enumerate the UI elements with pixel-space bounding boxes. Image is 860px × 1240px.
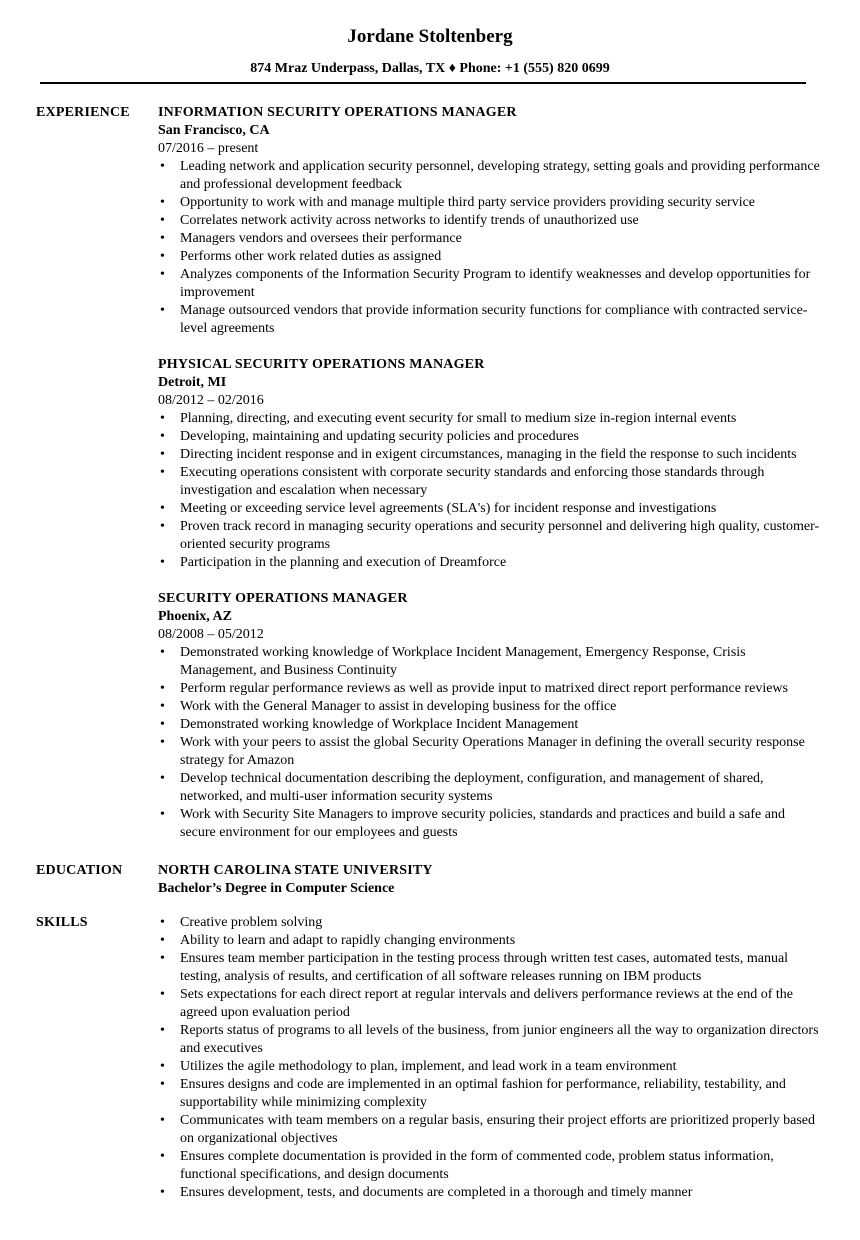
job-bullet: • Work with the General Manager to assist in developing business for the office xyxy=(158,698,820,716)
job-bullet: • Planning, directing, and executing event security for small to medium size in-region internal events xyxy=(158,410,820,428)
job-bullet: • Work with your peers to assist the global Security Operations Manager in defining the overall security response strategy for Amazon xyxy=(158,734,820,770)
job-title: SECURITY OPERATIONS MANAGER xyxy=(158,591,408,606)
job-bullet: • Directing incident response and in exigent circumstances, managing in the field the response to such incidents xyxy=(158,446,820,464)
skill-item: • Creative problem solving xyxy=(158,914,820,932)
job-bullet: • Correlates network activity across networks to identify trends of unauthorized use xyxy=(158,212,820,230)
job-bullet: • Demonstrated working knowledge of Workplace Incident Management, Emergency Response, Crisis Management, and Business Continuity xyxy=(158,644,820,680)
job-dates: 08/2012 – 02/2016 xyxy=(158,393,264,408)
job-bullet: • Manage outsourced vendors that provide information security functions for compliance with contracted service-level agreements xyxy=(158,302,820,338)
job-bullet: • Managers vendors and oversees their performance xyxy=(158,230,820,248)
skills-list-wrap xyxy=(158,914,820,1202)
experience-list xyxy=(158,104,820,842)
candidate-name: Jordane Stoltenberg xyxy=(347,26,513,47)
skill-item: • Communicates with team members on a regular basis, ensuring their project efforts are prioritized properly based on organizational objectives xyxy=(158,1112,820,1148)
job-dates: 07/2016 – present xyxy=(158,141,259,156)
job-bullet: • Proven track record in managing security operations and security personnel and delivering high quality, customer-oriented security programs xyxy=(158,518,820,554)
skills-list xyxy=(158,914,820,1202)
job-bullet: • Demonstrated working knowledge of Workplace Incident Management xyxy=(158,716,820,734)
resume-header xyxy=(0,0,860,84)
contact-line: 874 Mraz Underpass, Dallas, TX ♦ Phone: +1 (555) 820 0699 xyxy=(250,61,610,76)
job-bullet: • Developing, maintaining and updating security policies and procedures xyxy=(158,428,820,446)
skill-item: • Ensures team member participation in the testing process through written test cases, automated tests, manual testing, analysis of results, and certification of all software releases running on IBM products xyxy=(158,950,820,986)
education-section xyxy=(0,862,860,898)
skill-item: • Ensures designs and code are implemented in an optimal fashion for performance, reliability, testability, and supportability while minimizing complexity xyxy=(158,1076,820,1112)
job-bullet: • Analyzes components of the Information Security Program to identify weaknesses and develop opportunities for improvement xyxy=(158,266,820,302)
job-location: San Francisco, CA xyxy=(158,123,270,138)
skill-item: • Sets expectations for each direct report at regular intervals and delivers performance reviews at the end of the agreed upon evaluation period xyxy=(158,986,820,1022)
job-bullet: • Work with Security Site Managers to improve security policies, standards and practices and build a safe and secure environment for our employees and guests xyxy=(158,806,820,842)
job-bullet: • Meeting or exceeding service level agreements (SLA's) for incident response and investigations xyxy=(158,500,820,518)
skill-item: • Reports status of programs to all levels of the business, from junior engineers all the way to organization directors and executives xyxy=(158,1022,820,1058)
job-bullet: • Leading network and application security personnel, developing strategy, setting goals and providing performance and professional development feedback xyxy=(158,158,820,194)
job-bullet: • Perform regular performance reviews as well as provide input to matrixed direct report performance reviews xyxy=(158,680,820,698)
skill-item: • Utilizes the agile methodology to plan, implement, and lead work in a team environment xyxy=(158,1058,820,1076)
experience-heading: EXPERIENCE xyxy=(36,105,130,120)
skills-section xyxy=(0,914,860,1202)
skill-item: • Ability to learn and adapt to rapidly changing environments xyxy=(158,932,820,950)
skills-heading: SKILLS xyxy=(36,915,88,930)
experience-section xyxy=(0,104,860,842)
job-location: Detroit, MI xyxy=(158,375,227,390)
school-name: NORTH CAROLINA STATE UNIVERSITY xyxy=(158,863,433,878)
job-entry xyxy=(158,104,820,338)
job-title: PHYSICAL SECURITY OPERATIONS MANAGER xyxy=(158,357,485,372)
job-entry xyxy=(158,356,820,572)
education-heading: EDUCATION xyxy=(36,863,123,878)
education-entry xyxy=(158,862,820,898)
job-dates: 08/2008 – 05/2012 xyxy=(158,627,264,642)
job-bullets xyxy=(158,158,820,338)
skill-item: • Ensures development, tests, and documents are completed in a thorough and timely manner xyxy=(158,1184,820,1202)
degree: Bachelor’s Degree in Computer Science xyxy=(158,881,395,896)
job-bullet: • Opportunity to work with and manage multiple third party service providers providing security service xyxy=(158,194,820,212)
job-title: INFORMATION SECURITY OPERATIONS MANAGER xyxy=(158,105,517,120)
job-bullet: • Develop technical documentation describing the deployment, configuration, and management of shared, networked, and multi-user information security systems xyxy=(158,770,820,806)
header-divider xyxy=(40,82,806,84)
job-bullet: • Participation in the planning and execution of Dreamforce xyxy=(158,554,820,572)
job-bullet: • Performs other work related duties as assigned xyxy=(158,248,820,266)
job-bullets xyxy=(158,644,820,842)
job-bullet: • Executing operations consistent with corporate security standards and enforcing those standards through investigation and escalation when necessary xyxy=(158,464,820,500)
job-bullets xyxy=(158,410,820,572)
job-entry xyxy=(158,590,820,842)
job-location: Phoenix, AZ xyxy=(158,609,232,624)
skill-item: • Ensures complete documentation is provided in the form of commented code, problem status information, functional specifications, and design documents xyxy=(158,1148,820,1184)
